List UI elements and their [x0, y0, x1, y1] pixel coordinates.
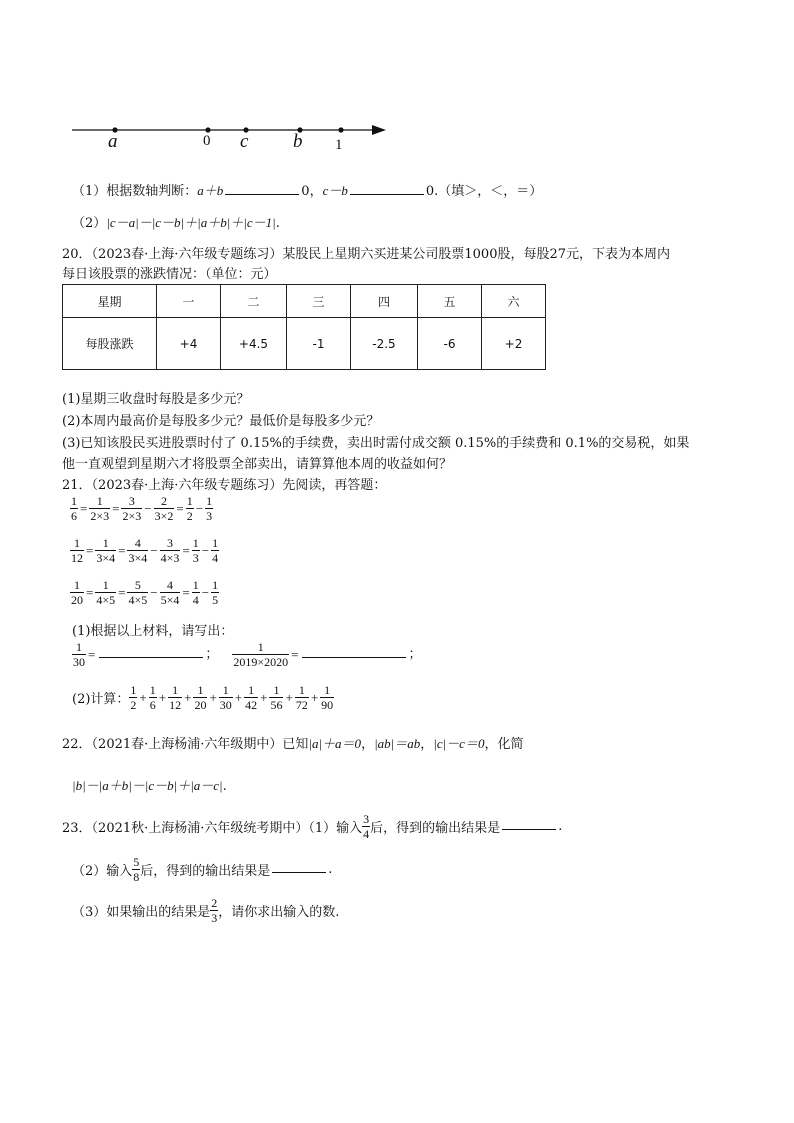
fraction: $\frac{3}{4\times 3}$ [160, 536, 180, 565]
q21-equation-3: $\frac{1}{20}$ = $\frac{1}{4\times 5}$ = $\frac{5}{4\times 5}$ − $\frac{4}{5\times 4}$ = $\frac{1}{4}$ − $\frac{1}{5}$ [71, 578, 219, 607]
answer-blank[interactable] [350, 182, 424, 195]
q20-sub1: (1)星期三收盘时每股是多少元？ [62, 392, 250, 407]
table-cell: 星期 [63, 285, 157, 318]
q20-sub2: (2)本周内最高价是每股多少元？最低价是每股多少元？ [62, 414, 380, 429]
q21-equation-2: $\frac{1}{12}$ = $\frac{1}{3\times 4}$ = $\frac{4}{3\times 4}$ − $\frac{3}{4\times 3}$ = $\frac{1}{3}$ − $\frac{1}{4}$ [71, 536, 219, 565]
fraction: $\frac{3}{2\times 3}$ [122, 494, 142, 523]
q23-line3: （3）如果输出的结果是 $\frac{2}{3}$ ，请你求出输入的数. [72, 896, 340, 925]
fraction: $\frac{1}{4\times 5}$ [96, 578, 116, 607]
q23-line2: （2）输入 $\frac{5}{8}$ 后，得到的输出结果是 . [72, 855, 333, 884]
table-header-row [63, 285, 546, 318]
fraction: $\frac{1}{2\times 3}$ [90, 494, 110, 523]
fraction: $\frac{5}{8}$ [133, 855, 140, 884]
fraction: $\frac{3}{4}$ [363, 812, 370, 841]
number-line [70, 118, 400, 158]
label-a: a [108, 131, 118, 152]
fraction: $\frac{1}{5}$ [212, 578, 219, 607]
label-b: b [293, 131, 303, 152]
number-line-arrow [372, 125, 386, 135]
fraction: $\frac{1}{4}$ [192, 578, 199, 607]
answer-blank[interactable] [99, 645, 203, 658]
q21-sub2: (2)计算： $\frac{1}{2}$ + $\frac{1}{6}$ + $\frac{1}{12}$ + $\frac{1}{20}$ + $\frac{1}{30}$ + $\frac{1}{42}$ + $\frac{1}{56}$ + $\frac{1}{72}$ + $\frac{1}{90}$ [72, 683, 334, 712]
fraction: $\frac{1}{2019\times 2020}$ [233, 640, 289, 669]
fraction: $\frac{1}{3}$ [192, 536, 199, 565]
table-cell: 二 [221, 285, 287, 318]
fraction: $\frac{2}{3}$ [211, 896, 218, 925]
table-cell: 四 [351, 285, 418, 318]
fraction: $\frac{1}{3\times 4}$ [96, 536, 116, 565]
table-cell: -2.5 [351, 318, 418, 370]
fraction: $\frac{1}{2}$ [186, 494, 193, 523]
q21-sub1: (1)根据以上材料，请写出： [72, 624, 234, 639]
q21-title: 21．（2023春·上海·六年级专题练习）先阅读，再答题： [62, 478, 387, 493]
table-cell: 五 [418, 285, 482, 318]
fraction: $\frac{1}{20}$ [71, 578, 83, 607]
table-cell: -1 [287, 318, 351, 370]
q21-equation-1: $\frac{1}{6}$ = $\frac{1}{2\times 3}$ = $\frac{3}{2\times 3}$ − $\frac{2}{3\times 2}$ = $\frac{1}{2}$ − $\frac{1}{3}$ [71, 494, 213, 523]
fraction: $\frac{1}{30}$ [219, 683, 232, 712]
fraction: $\frac{1}{12}$ [169, 683, 182, 712]
table-cell: 一 [157, 285, 221, 318]
q19-part2: （2）|c－a|－|c－b|＋|a＋b|＋|c－1|. [72, 215, 280, 231]
table-cell: 三 [287, 285, 351, 318]
fraction: $\frac{1}{4}$ [212, 536, 219, 565]
answer-blank[interactable] [225, 182, 299, 195]
fraction: $\frac{1}{20}$ [194, 683, 207, 712]
q23-line1: 23．（2021秋·上海杨浦·六年级统考期中）（1）输入 $\frac{3}{4}$ 后，得到的输出结果是 . [62, 812, 563, 841]
table-cell: +4 [157, 318, 221, 370]
fraction: $\frac{1}{3}$ [206, 494, 213, 523]
q20-line1: 20．（2023春·上海·六年级专题练习）某股民上星期六买进某公司股票1000股，每股27元，下表为本周内 [62, 247, 671, 262]
q21-write-line: $\frac{1}{30}$ = ； $\frac{1}{2019\times 2020}$ = ； [73, 640, 422, 669]
fraction: $\frac{1}{42}$ [245, 683, 258, 712]
table-cell: 六 [482, 285, 546, 318]
q20-sub3-line1: (3)已知该股民买进股票时付了 0.15%的手续费，卖出时需付成交额 0.15%的手续费和 0.1%的交易税，如果 [62, 436, 690, 451]
q20-line2: 每日该股票的涨跌情况：（单位：元） [62, 267, 277, 282]
table-cell: +2 [482, 318, 546, 370]
fraction: $\frac{2}{3\times 2}$ [154, 494, 174, 523]
fraction: $\frac{1}{2}$ [130, 683, 137, 712]
fraction: $\frac{5}{4\times 5}$ [128, 578, 148, 607]
point-1 [338, 127, 343, 132]
table-row [63, 318, 546, 370]
q22-line2: |b|－|a＋b|－|c－b|＋|a－c|. [72, 778, 227, 794]
fraction: $\frac{1}{90}$ [321, 683, 334, 712]
answer-blank[interactable] [272, 860, 326, 873]
fraction: $\frac{1}{56}$ [270, 683, 283, 712]
fraction: $\frac{4}{5\times 4}$ [160, 578, 180, 607]
fraction: $\frac{1}{12}$ [71, 536, 83, 565]
label-c: c [240, 131, 249, 152]
fraction: $\frac{1}{6}$ [149, 683, 156, 712]
fraction: $\frac{1}{6}$ [71, 494, 77, 523]
answer-blank[interactable] [302, 645, 406, 658]
label-0: 0 [203, 133, 211, 149]
fraction: $\frac{1}{30}$ [73, 640, 85, 669]
fraction: $\frac{4}{3\times 4}$ [128, 536, 148, 565]
table-cell: -6 [418, 318, 482, 370]
stock-change-table [62, 284, 546, 370]
q19-part1: （1）根据数轴判断：a＋b 0，c－b 0.（填＞，＜，＝） [72, 183, 543, 199]
q22-line1: 22．（2021春·上海杨浦·六年级期中）已知|a|＋a＝0，|ab|＝ab，|c|－c＝0，化简 [62, 736, 524, 752]
fraction: $\frac{1}{72}$ [295, 683, 308, 712]
point-0 [205, 127, 210, 132]
q20-sub3-line2: 他一直观望到星期六才将股票全部卖出，请算算他本周的收益如何？ [62, 457, 453, 472]
table-cell: 每股涨跌 [63, 318, 157, 370]
label-1: 1 [335, 137, 343, 153]
answer-blank[interactable] [502, 817, 556, 830]
table-cell: +4.5 [221, 318, 287, 370]
